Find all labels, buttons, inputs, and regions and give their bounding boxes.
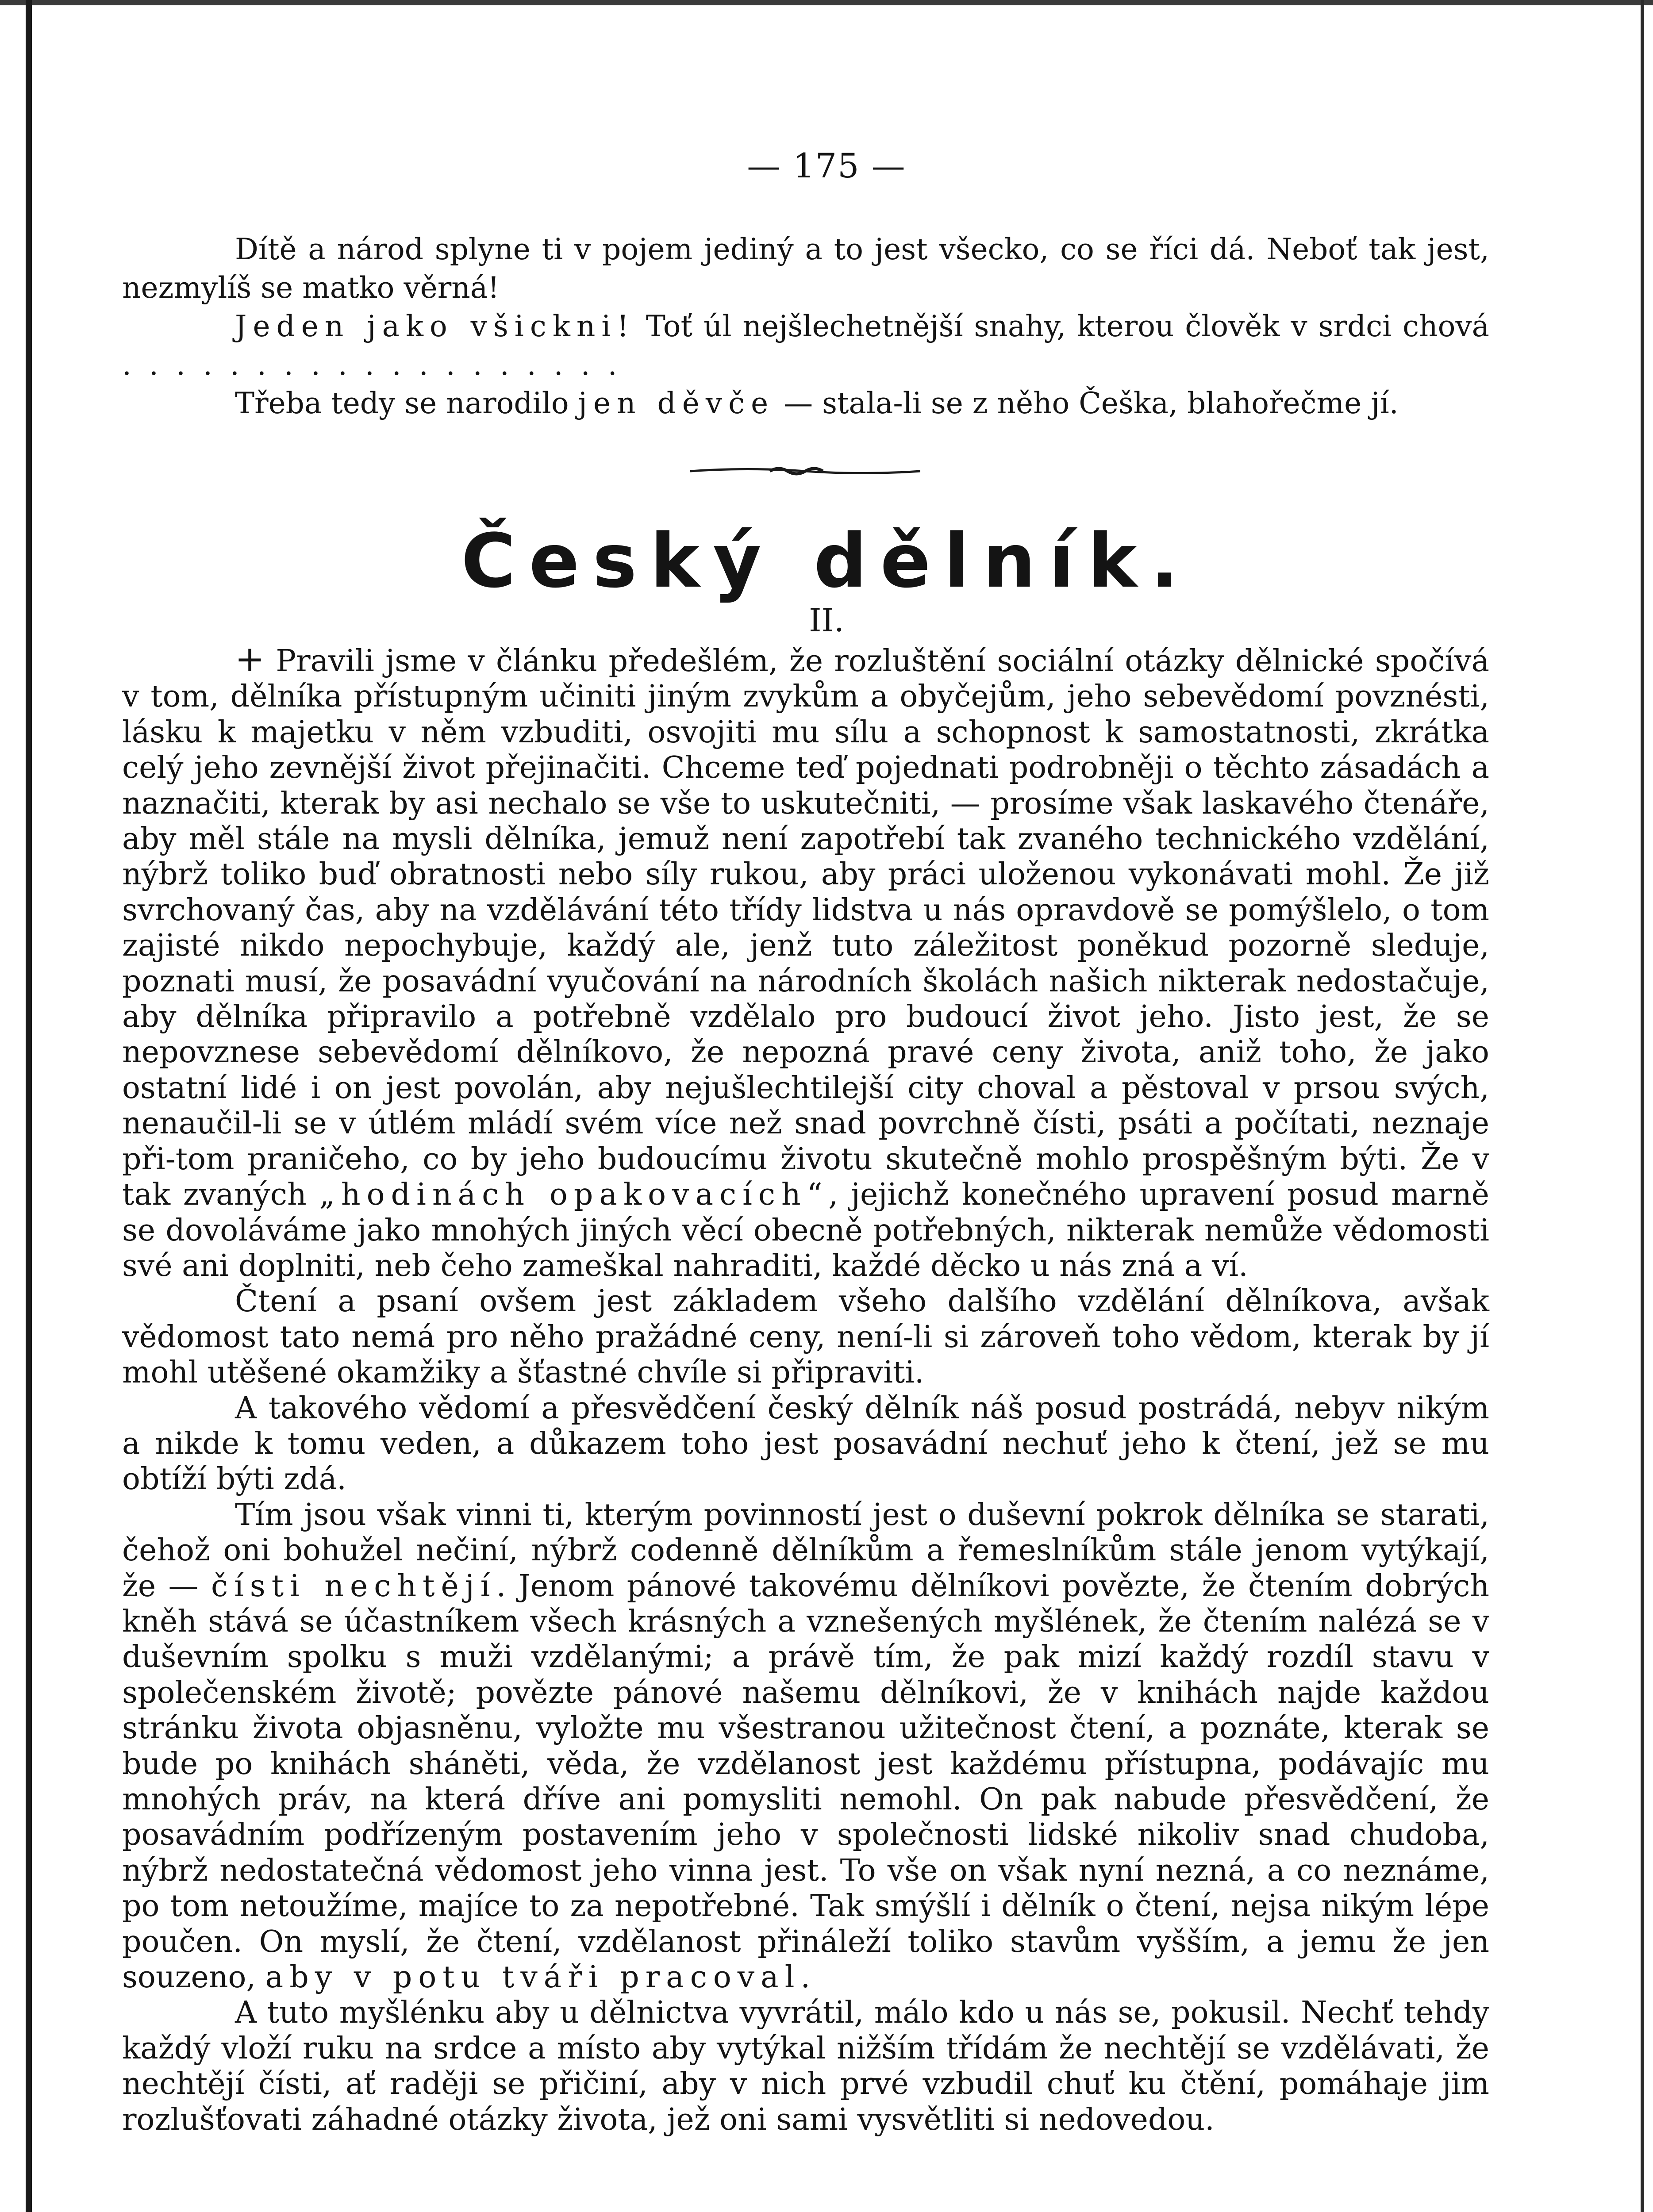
article-body bbox=[122, 638, 1489, 2138]
text-run: . bbox=[800, 1960, 811, 1995]
text-run: Třeba tedy se narodilo bbox=[235, 386, 578, 420]
spaced-emphasis: čísti nechtějí bbox=[211, 1568, 496, 1604]
scan-edge-left bbox=[26, 0, 32, 2212]
previous-article-ending bbox=[122, 230, 1489, 422]
paragraph bbox=[122, 384, 1489, 422]
spaced-emphasis: aby v potu tváři pracoval bbox=[265, 1960, 801, 1995]
paragraph bbox=[122, 638, 1489, 1284]
paragraph: A tuto myšlénku aby u dělnictva vyvrátil, málo kdo u nás se, pokusil. Nechť tehdy každý vloží ruku na srdce a místo aby vytýkal nižším třídám že nechtějí se vzdělávati, že nechtějí čísti, ať raději se přičiní, aby v nich prvé vzbudil chuť ku čtění, pomáhaje jim rozlušťovati záhadné otázky života, jež oni sami vysvětliti si nedovedou. bbox=[122, 1995, 1489, 2137]
text-run: , jejichž konečného upravení posud marně se dovoláváme jako mnohých jiných věcí obecně potřebných, nikterak nemůže vědomosti své ani doplniti, neb čeho zameškal nahraditi, každé děcko u nás zná a ví. bbox=[122, 1177, 1489, 1283]
ornamental-divider bbox=[690, 465, 920, 477]
text-run: . Jenom pánové takovému dělníkovi povězte, že čtením dobrých kněh stává se účastníkem všech krásných a vznešených myšlének, že čtením nalézá se v duševním spolku s muži vzdělanými; a právě tím, že pak mizí každý rozdíl stavu v společenském životě; povězte pánové našemu dělníkovi, že v knihách najde každou stránku života objasněnu, vyložte mu všestranou užitečnost čtení, a poznáte, kterak se bude po knihách sháněti, věda, že vzdělanost jest každému přístupna, podávajíc mu mnohých práv, na která dříve ani pomysliti nemohl. On pak nabude přesvědčení, že posavádním podřízeným postavením jeho v společnosti lidské nikoliv snad chudoba, nýbrž nedostatečná vědomost jeho vinna jest. To vše on však nyní nezná, a co neznáme, po tom netoužíme, majíce to za nepotřebné. Tak smýšlí i dělník o čtení, nejsa nikým lépe poučen. On myslí, že čtení, vzdělanost přináleží toliko stavům vyšším, a jemu že jen souzeno, bbox=[122, 1568, 1489, 1995]
page-number: — 175 — bbox=[747, 146, 906, 185]
article-title: Český dělník. bbox=[461, 518, 1192, 604]
scan-edge-right bbox=[1641, 0, 1644, 2212]
paragraph bbox=[122, 307, 1489, 384]
spaced-emphasis: Jeden jako všickni! bbox=[235, 309, 635, 343]
cross-mark: + bbox=[235, 638, 265, 680]
section-number: II. bbox=[809, 602, 844, 639]
paragraph: Čtení a psaní ovšem jest základem všeho dalšího vzdělání dělníkova, avšak vědomost tato nemá pro něho pražádné ceny, není-li si zároveň toho vědom, kterak by jí mohl utěšené okamžiky a šťastné chvíle si připraviti. bbox=[122, 1284, 1489, 1390]
paragraph: Dítě a národ splyne ti v pojem jediný a to jest všecko, co se říci dá. Neboť tak jest, nezmylíš se matko věrná! bbox=[122, 232, 1489, 305]
text-run: Tím jsou však vinni ti, kterým povinností jest o duševní pokrok dělníka se starati, čehož oni bohužel nečiní, nýbrž codenně dělníkům a řemeslníkům stále jenom vytýkají, že — bbox=[122, 1497, 1489, 1604]
spaced-emphasis: jen děvče bbox=[578, 386, 775, 420]
text-run: Toť úl nejšlechetnější snahy, kterou člověk v srdci chová bbox=[635, 309, 1489, 343]
paragraph: A takového vědomí a přesvědčení český dělník náš posud postrádá, nebyv nikým a nikde k tomu veden, a důkazem toho jest posavádní nechuť jeho k čtení, jež se mu obtíží býti zdá. bbox=[122, 1390, 1489, 1497]
paragraph bbox=[122, 1498, 1489, 1996]
scan-edge-top bbox=[0, 0, 1653, 5]
dot-leader: ................... bbox=[122, 348, 635, 382]
text-run: Pravili jsme v článku předešlém, že rozluštění sociální otázky dělnické spočívá v tom, dělníka přístupným učiniti jiným zvykům a obyčejům, jeho sebevědomí povznésti, lásku k majetku v něm vzbuditi, osvojiti mu sílu a schopnost k samostatnosti, zkrátka celý jeho zevnější život přejinačiti. Chceme teď pojednati podrobněji o těchto zásadách a naznačiti, kterak by asi nechalo se vše to uskutečniti, — prosíme však laskavého čtenáře, aby měl stále na mysli dělníka, jemuž není zapotřebí tak zvaného technického vzdělání, nýbrž toliko buď obratnosti nebo síly rukou, aby práci uloženou vykonávati mohl. Že již svrchovaný čas, aby na vzdělávání této třídy lidstva u nás opravdově se pomýšlelo, o tom zajisté nikdo nepochybuje, každý ale, jenž tuto záležitost poněkud pozorně sleduje, poznati musí, že posavádní vyučování na národních školách našich nikterak nedostačuje, aby dělníka připravilo a potřebně vzdělalo pro budoucí život jeho. Jisto jest, že se nepovznese sebevědomí dělníkovo, že nepozná pravé ceny života, aniž toho, že jako ostatní lidé i on jest povolán, aby nejušlechtilejší city choval a pěstoval v prsou svých, nenaučil-li se v útlém mládí svém více než snad povrchně čísti, psáti a počítati, neznaje při-tom praničeho, co by jeho budoucímu životu skutečně mohlo prospěšným býti. Že v tak zvaných bbox=[122, 644, 1489, 1213]
text-run: — stala-li se z něho Češka, blahořečme jí. bbox=[774, 386, 1399, 420]
spaced-emphasis: „hodinách opakovacích“ bbox=[319, 1177, 829, 1213]
